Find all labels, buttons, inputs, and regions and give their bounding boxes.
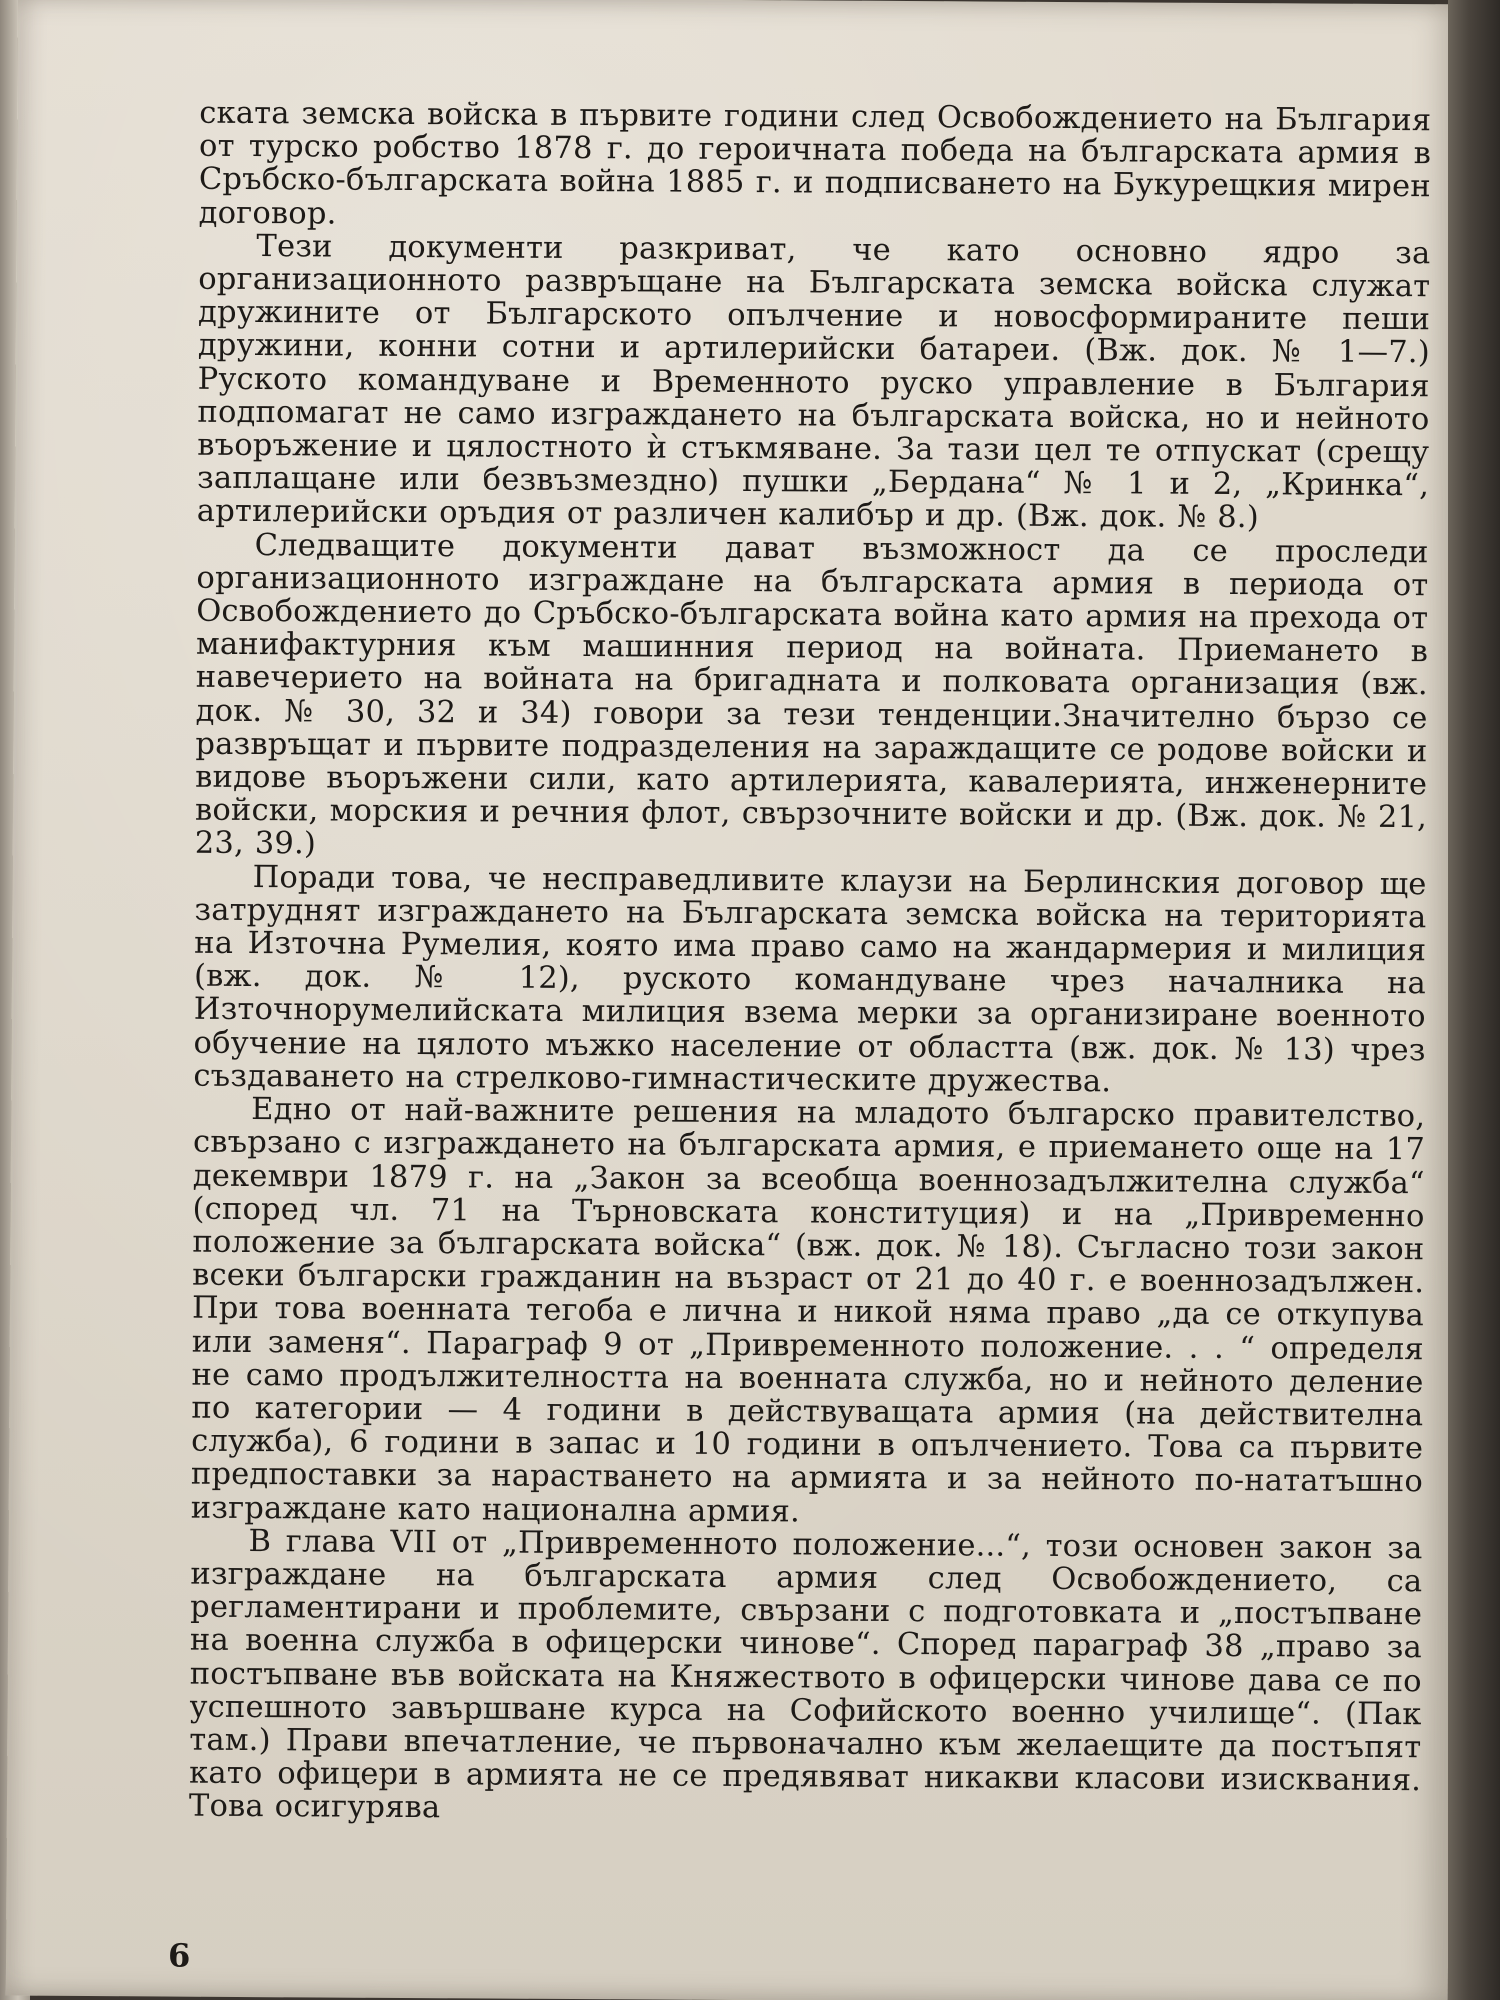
paragraph-6: В глава VII от „Привременното положение...“, този основен закон за изграждане на българската армия след Освобождението, са регламентирани и проблемите, свързани с подготовката и „постъпване на военна служба в офицерски чинове“. Според параграф 38 „право за постъпване във войската на Княжеството в офицерски чинове дава се по успешното завършване курса на Софийското военно училище“. (Пак там.) Прави впечатление, че първоначално към желаещите да постъпят като офицери в армията не се предявяват никакви класови изисквания. Това осигурява [188,1523,1423,1826]
paragraph-5: Едно от най-важните решения на младото българско правителство, свързано с изграждането на българската армия, е приемането още на 17 декември 1879 г. на „Закон за всеобща военнозадължителна служба“ (според чл. 71 на Търновската конституция) и на „Привременно положение за българската войска“ (вж. док. № 18). Съгласно този закон всеки български гражданин на възраст от 21 до 40 г. е военнозадължен. При това военната тегоба е лична и никой няма право „да се откупува или заменя“. Параграф 9 от „Привременното положение. . . “ определя не само продължителността на военната служба, но и нейното деление по категории — 4 години в действуващата армия (на действителна служба), 6 години в запас и 10 години в опълчението. Това са първите предпоставки за нарастването на армията и за нейното по-нататъшно изграждане като национална армия. [190,1092,1426,1529]
paragraph-1: ската земска войска в първите години след Освобождението на България от турско робство 1878 г. до героичната победа на българската армия в Сръбско-българската война 1885 г. и подписването на Букурещкия мирен договор. [198,95,1432,232]
body-text [189,97,1432,1831]
book-page [6,0,1460,2000]
page-number: 6 [167,1936,191,1975]
paragraph-3: Следващите документи дават възможност да се проследи организационното изграждане на българската армия в периода от Освобождението до Сръбско-българската война като армия на прехода от манифактурния към машинния период на войната. Приемането в навечерието на войната на бригадната и полковата организация (вж. док. № 30, 32 и 34) говори за тези тенденции.Значително бързо се развръщат и първите подразделения на зараждащите се родове войски и видове въоръжени сили, като артилерията, кавалерията, инженерните войски, морския и речния флот, свързочните войски и др. (Вж. док. № 21, 23, 39.) [194,527,1429,862]
paragraph-4: Поради това, че несправедливите клаузи на Берлинския договор ще затруднят изграждането на Българската земска войска на територията на Източна Румелия, която има право само на жандармерия и милиция (вж. док. № 12), руското командуване чрез началника на Източнорумелийската милиция взема мерки за организиране военното обучение на цялото мъжко население от областта (вж. док. № 13) чрез създаването на стрелково-гимнастическите дружества. [193,859,1427,1100]
paragraph-2: Тези документи разкриват, че като основно ядро за организационното развръщане на Българската земска войска служат дружините от Българското опълчение и новосформираните пеши дружини, конни сотни и артилерийски батареи. (Вж. док. № 1—7.) Руското командуване и Временното руско управление в България подпомагат не само изграждането на българската войска, но и нейното въоръжение и цялостното ѝ стъкмяване. За тази цел те отпускат (срещу заплащане или безвъзмездно) пушки „Бердана“ № 1 и 2, „Кринка“, артилерийски оръдия от различен калибър и др. (Вж. док. № 8.) [196,228,1431,536]
right-edge-shadow [1448,0,1500,2000]
